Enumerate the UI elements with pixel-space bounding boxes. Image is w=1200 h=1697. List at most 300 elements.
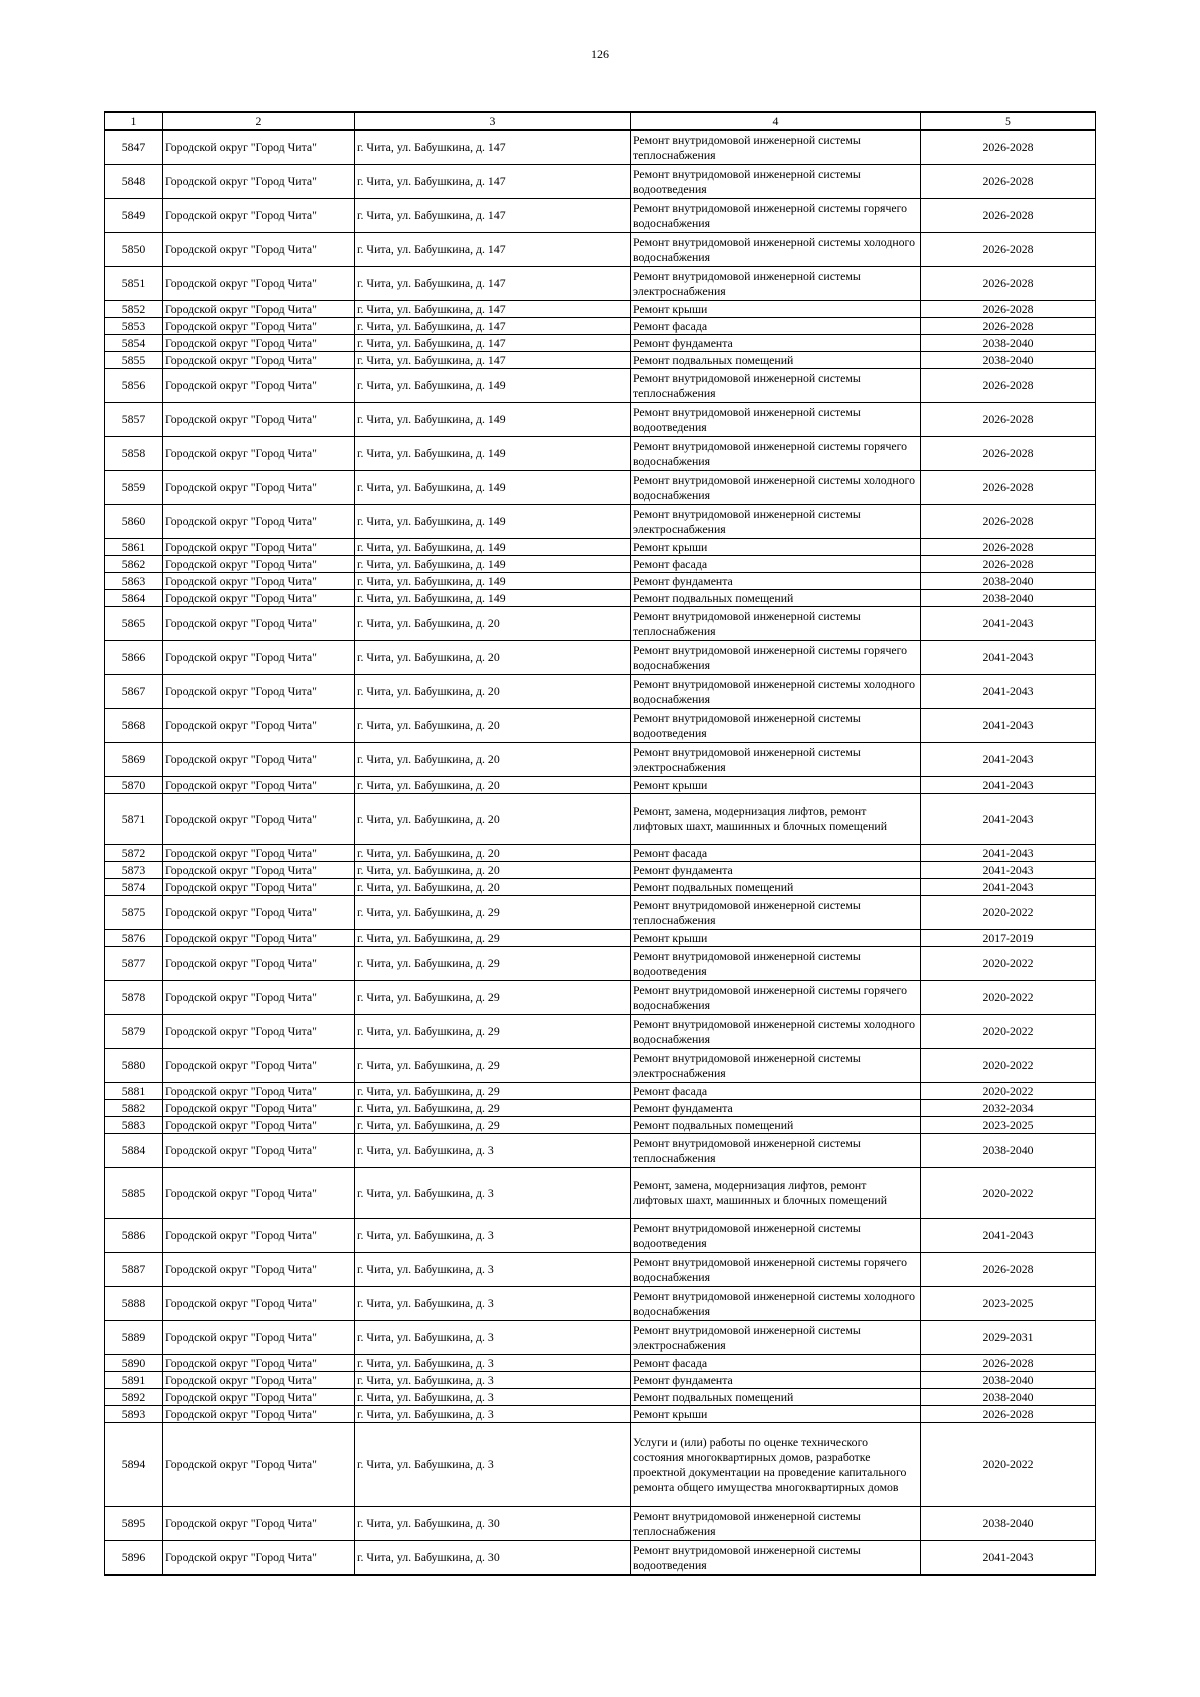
table-row (105, 1321, 1096, 1355)
work-type-cell: Ремонт подвальных помещений (631, 590, 921, 607)
table-row (105, 1015, 1096, 1049)
work-type-cell: Ремонт внутридомовой инженерной системы теплоснабжения (631, 1507, 921, 1541)
work-type-cell: Ремонт фасада (631, 845, 921, 862)
period-cell: 2020-2022 (921, 1083, 1096, 1100)
table-row (105, 947, 1096, 981)
work-type-cell: Ремонт внутридомовой инженерной системы водоотведения (631, 1541, 921, 1576)
period-cell: 2038-2040 (921, 1372, 1096, 1389)
municipality-cell: Городской округ "Город Чита" (163, 267, 355, 301)
period-cell: 2041-2043 (921, 709, 1096, 743)
row-number-cell: 5857 (105, 403, 163, 437)
address-cell: г. Чита, ул. Бабушкина, д. 147 (355, 199, 631, 233)
work-type-cell: Ремонт внутридомовой инженерной системы теплоснабжения (631, 1134, 921, 1168)
period-cell: 2026-2028 (921, 199, 1096, 233)
period-cell: 2026-2028 (921, 1406, 1096, 1423)
table-row (105, 233, 1096, 267)
table-row (105, 369, 1096, 403)
row-number-cell: 5892 (105, 1389, 163, 1406)
table-row (105, 505, 1096, 539)
table-row (105, 794, 1096, 845)
municipality-cell: Городской округ "Город Чита" (163, 556, 355, 573)
work-type-cell: Ремонт фундамента (631, 1372, 921, 1389)
table-row (105, 1253, 1096, 1287)
row-number-cell: 5885 (105, 1168, 163, 1219)
table-row (105, 1389, 1096, 1406)
municipality-cell: Городской округ "Город Чита" (163, 709, 355, 743)
address-cell: г. Чита, ул. Бабушкина, д. 3 (355, 1423, 631, 1507)
work-type-cell: Ремонт внутридомовой инженерной системы электроснабжения (631, 505, 921, 539)
table-row (105, 556, 1096, 573)
column-header-1: 1 (105, 112, 163, 130)
table-row (105, 199, 1096, 233)
address-cell: г. Чита, ул. Бабушкина, д. 20 (355, 709, 631, 743)
municipality-cell: Городской округ "Город Чита" (163, 1015, 355, 1049)
address-cell: г. Чита, ул. Бабушкина, д. 3 (355, 1372, 631, 1389)
work-type-cell: Ремонт крыши (631, 301, 921, 318)
municipality-cell: Городской округ "Город Чита" (163, 1253, 355, 1287)
table-row (105, 845, 1096, 862)
work-type-cell: Ремонт фундамента (631, 573, 921, 590)
municipality-cell: Городской округ "Город Чита" (163, 1541, 355, 1576)
table-row (105, 607, 1096, 641)
table-row (105, 1100, 1096, 1117)
row-number-cell: 5895 (105, 1507, 163, 1541)
period-cell: 2038-2040 (921, 352, 1096, 369)
column-header-2: 2 (163, 112, 355, 130)
row-number-cell: 5877 (105, 947, 163, 981)
municipality-cell: Городской округ "Город Чита" (163, 1134, 355, 1168)
table-row (105, 165, 1096, 199)
municipality-cell: Городской округ "Город Чита" (163, 437, 355, 471)
row-number-cell: 5887 (105, 1253, 163, 1287)
municipality-cell: Городской округ "Город Чита" (163, 1406, 355, 1423)
table-row (105, 403, 1096, 437)
address-cell: г. Чита, ул. Бабушкина, д. 30 (355, 1507, 631, 1541)
row-number-cell: 5866 (105, 641, 163, 675)
municipality-cell: Городской округ "Город Чита" (163, 862, 355, 879)
work-type-cell: Ремонт крыши (631, 930, 921, 947)
period-cell: 2026-2028 (921, 437, 1096, 471)
address-cell: г. Чита, ул. Бабушкина, д. 149 (355, 369, 631, 403)
period-cell: 2026-2028 (921, 1355, 1096, 1372)
row-number-cell: 5884 (105, 1134, 163, 1168)
work-type-cell: Ремонт внутридомовой инженерной системы электроснабжения (631, 1321, 921, 1355)
municipality-cell: Городской округ "Город Чита" (163, 607, 355, 641)
address-cell: г. Чита, ул. Бабушкина, д. 20 (355, 845, 631, 862)
period-cell: 2041-2043 (921, 743, 1096, 777)
municipality-cell: Городской округ "Город Чита" (163, 403, 355, 437)
row-number-cell: 5861 (105, 539, 163, 556)
municipality-cell: Городской округ "Город Чита" (163, 1168, 355, 1219)
table-row (105, 930, 1096, 947)
address-cell: г. Чита, ул. Бабушкина, д. 149 (355, 556, 631, 573)
period-cell: 2026-2028 (921, 318, 1096, 335)
row-number-cell: 5886 (105, 1219, 163, 1253)
period-cell: 2023-2025 (921, 1287, 1096, 1321)
work-type-cell: Ремонт внутридомовой инженерной системы водоотведения (631, 709, 921, 743)
table-row (105, 1219, 1096, 1253)
table-row (105, 539, 1096, 556)
work-type-cell: Ремонт крыши (631, 1406, 921, 1423)
municipality-cell: Городской округ "Город Чита" (163, 1355, 355, 1372)
address-cell: г. Чита, ул. Бабушкина, д. 147 (355, 335, 631, 352)
work-type-cell: Ремонт внутридомовой инженерной системы теплоснабжения (631, 130, 921, 165)
row-number-cell: 5879 (105, 1015, 163, 1049)
period-cell: 2026-2028 (921, 301, 1096, 318)
period-cell: 2026-2028 (921, 267, 1096, 301)
municipality-cell: Городской округ "Город Чита" (163, 1083, 355, 1100)
row-number-cell: 5860 (105, 505, 163, 539)
row-number-cell: 5854 (105, 335, 163, 352)
address-cell: г. Чита, ул. Бабушкина, д. 20 (355, 675, 631, 709)
table-row (105, 777, 1096, 794)
address-cell: г. Чита, ул. Бабушкина, д. 149 (355, 505, 631, 539)
address-cell: г. Чита, ул. Бабушкина, д. 29 (355, 930, 631, 947)
column-header-5: 5 (921, 112, 1096, 130)
municipality-cell: Городской округ "Город Чита" (163, 539, 355, 556)
work-type-cell: Ремонт внутридомовой инженерной системы электроснабжения (631, 1049, 921, 1083)
municipality-cell: Городской округ "Город Чита" (163, 981, 355, 1015)
period-cell: 2041-2043 (921, 879, 1096, 896)
period-cell: 2020-2022 (921, 947, 1096, 981)
row-number-cell: 5890 (105, 1355, 163, 1372)
address-cell: г. Чита, ул. Бабушкина, д. 149 (355, 539, 631, 556)
period-cell: 2026-2028 (921, 539, 1096, 556)
period-cell: 2026-2028 (921, 130, 1096, 165)
address-cell: г. Чита, ул. Бабушкина, д. 3 (355, 1134, 631, 1168)
work-type-cell: Ремонт внутридомовой инженерной системы теплоснабжения (631, 369, 921, 403)
municipality-cell: Городской округ "Город Чита" (163, 471, 355, 505)
address-cell: г. Чита, ул. Бабушкина, д. 3 (355, 1321, 631, 1355)
period-cell: 2026-2028 (921, 165, 1096, 199)
work-type-cell: Ремонт внутридомовой инженерной системы горячего водоснабжения (631, 981, 921, 1015)
row-number-cell: 5865 (105, 607, 163, 641)
table-row (105, 1287, 1096, 1321)
table-row (105, 318, 1096, 335)
municipality-cell: Городской округ "Город Чита" (163, 301, 355, 318)
address-cell: г. Чита, ул. Бабушкина, д. 29 (355, 1117, 631, 1134)
period-cell: 2038-2040 (921, 1507, 1096, 1541)
address-cell: г. Чита, ул. Бабушкина, д. 29 (355, 1083, 631, 1100)
row-number-cell: 5847 (105, 130, 163, 165)
table-row (105, 301, 1096, 318)
municipality-cell: Городской округ "Город Чита" (163, 165, 355, 199)
municipality-cell: Городской округ "Город Чита" (163, 675, 355, 709)
address-cell: г. Чита, ул. Бабушкина, д. 3 (355, 1168, 631, 1219)
period-cell: 2029-2031 (921, 1321, 1096, 1355)
municipality-cell: Городской округ "Город Чита" (163, 641, 355, 675)
row-number-cell: 5864 (105, 590, 163, 607)
address-cell: г. Чита, ул. Бабушкина, д. 29 (355, 896, 631, 930)
table-row (105, 896, 1096, 930)
row-number-cell: 5896 (105, 1541, 163, 1576)
period-cell: 2026-2028 (921, 369, 1096, 403)
municipality-cell: Городской округ "Город Чита" (163, 1219, 355, 1253)
municipality-cell: Городской округ "Город Чита" (163, 794, 355, 845)
work-type-cell: Ремонт фасада (631, 556, 921, 573)
municipality-cell: Городской округ "Город Чита" (163, 318, 355, 335)
address-cell: г. Чита, ул. Бабушкина, д. 149 (355, 573, 631, 590)
period-cell: 2038-2040 (921, 1389, 1096, 1406)
work-type-cell: Ремонт внутридомовой инженерной системы водоотведения (631, 1219, 921, 1253)
address-cell: г. Чита, ул. Бабушкина, д. 20 (355, 777, 631, 794)
address-cell: г. Чита, ул. Бабушкина, д. 149 (355, 590, 631, 607)
row-number-cell: 5894 (105, 1423, 163, 1507)
work-type-cell: Ремонт внутридомовой инженерной системы электроснабжения (631, 267, 921, 301)
address-cell: г. Чита, ул. Бабушкина, д. 149 (355, 403, 631, 437)
row-number-cell: 5858 (105, 437, 163, 471)
address-cell: г. Чита, ул. Бабушкина, д. 149 (355, 437, 631, 471)
municipality-cell: Городской округ "Город Чита" (163, 743, 355, 777)
period-cell: 2026-2028 (921, 471, 1096, 505)
address-cell: г. Чита, ул. Бабушкина, д. 20 (355, 743, 631, 777)
table-row (105, 1355, 1096, 1372)
address-cell: г. Чита, ул. Бабушкина, д. 20 (355, 879, 631, 896)
period-cell: 2041-2043 (921, 641, 1096, 675)
column-header-4: 4 (631, 112, 921, 130)
table-row (105, 130, 1096, 165)
address-cell: г. Чита, ул. Бабушкина, д. 147 (355, 130, 631, 165)
municipality-cell: Городской округ "Город Чита" (163, 352, 355, 369)
table-row (105, 573, 1096, 590)
row-number-cell: 5872 (105, 845, 163, 862)
period-cell: 2038-2040 (921, 335, 1096, 352)
work-type-cell: Ремонт внутридомовой инженерной системы холодного водоснабжения (631, 471, 921, 505)
municipality-cell: Городской округ "Город Чита" (163, 879, 355, 896)
address-cell: г. Чита, ул. Бабушкина, д. 147 (355, 318, 631, 335)
municipality-cell: Городской округ "Город Чита" (163, 1321, 355, 1355)
period-cell: 2020-2022 (921, 1423, 1096, 1507)
address-cell: г. Чита, ул. Бабушкина, д. 3 (355, 1287, 631, 1321)
row-number-cell: 5870 (105, 777, 163, 794)
municipality-cell: Городской округ "Город Чита" (163, 1117, 355, 1134)
municipality-cell: Городской округ "Город Чита" (163, 777, 355, 794)
period-cell: 2041-2043 (921, 845, 1096, 862)
table-row (105, 1406, 1096, 1423)
row-number-cell: 5867 (105, 675, 163, 709)
row-number-cell: 5856 (105, 369, 163, 403)
row-number-cell: 5868 (105, 709, 163, 743)
period-cell: 2041-2043 (921, 777, 1096, 794)
row-number-cell: 5888 (105, 1287, 163, 1321)
period-cell: 2026-2028 (921, 505, 1096, 539)
period-cell: 2020-2022 (921, 896, 1096, 930)
address-cell: г. Чита, ул. Бабушкина, д. 20 (355, 862, 631, 879)
table-row (105, 641, 1096, 675)
address-cell: г. Чита, ул. Бабушкина, д. 20 (355, 641, 631, 675)
row-number-cell: 5853 (105, 318, 163, 335)
row-number-cell: 5873 (105, 862, 163, 879)
municipality-cell: Городской округ "Город Чита" (163, 896, 355, 930)
row-number-cell: 5876 (105, 930, 163, 947)
municipality-cell: Городской округ "Город Чита" (163, 1049, 355, 1083)
work-type-cell: Ремонт внутридомовой инженерной системы теплоснабжения (631, 607, 921, 641)
work-type-cell: Ремонт внутридомовой инженерной системы горячего водоснабжения (631, 437, 921, 471)
row-number-cell: 5891 (105, 1372, 163, 1389)
address-cell: г. Чита, ул. Бабушкина, д. 29 (355, 1015, 631, 1049)
period-cell: 2041-2043 (921, 1541, 1096, 1576)
address-cell: г. Чита, ул. Бабушкина, д. 29 (355, 981, 631, 1015)
municipality-cell: Городской округ "Город Чита" (163, 505, 355, 539)
column-header-3: 3 (355, 112, 631, 130)
work-type-cell: Ремонт внутридомовой инженерной системы водоотведения (631, 403, 921, 437)
period-cell: 2020-2022 (921, 981, 1096, 1015)
work-type-cell: Ремонт подвальных помещений (631, 352, 921, 369)
row-number-cell: 5882 (105, 1100, 163, 1117)
row-number-cell: 5893 (105, 1406, 163, 1423)
address-cell: г. Чита, ул. Бабушкина, д. 29 (355, 1049, 631, 1083)
period-cell: 2020-2022 (921, 1168, 1096, 1219)
row-number-cell: 5862 (105, 556, 163, 573)
work-type-cell: Ремонт фундамента (631, 335, 921, 352)
work-type-cell: Ремонт крыши (631, 777, 921, 794)
row-number-cell: 5889 (105, 1321, 163, 1355)
period-cell: 2026-2028 (921, 403, 1096, 437)
row-number-cell: 5850 (105, 233, 163, 267)
table-row (105, 352, 1096, 369)
municipality-cell: Городской округ "Город Чита" (163, 1389, 355, 1406)
period-cell: 2041-2043 (921, 607, 1096, 641)
row-number-cell: 5881 (105, 1083, 163, 1100)
municipality-cell: Городской округ "Город Чита" (163, 369, 355, 403)
work-type-cell: Ремонт подвальных помещений (631, 879, 921, 896)
period-cell: 2038-2040 (921, 1134, 1096, 1168)
period-cell: 2026-2028 (921, 556, 1096, 573)
address-cell: г. Чита, ул. Бабушкина, д. 147 (355, 352, 631, 369)
row-number-cell: 5871 (105, 794, 163, 845)
period-cell: 2026-2028 (921, 1253, 1096, 1287)
address-cell: г. Чита, ул. Бабушкина, д. 30 (355, 1541, 631, 1576)
table-row (105, 981, 1096, 1015)
work-type-cell: Ремонт внутридомовой инженерной системы водоотведения (631, 165, 921, 199)
municipality-cell: Городской округ "Город Чита" (163, 845, 355, 862)
municipality-cell: Городской округ "Город Чита" (163, 335, 355, 352)
row-number-cell: 5852 (105, 301, 163, 318)
table-row (105, 862, 1096, 879)
municipality-cell: Городской округ "Город Чита" (163, 947, 355, 981)
period-cell: 2026-2028 (921, 233, 1096, 267)
municipality-cell: Городской округ "Город Чита" (163, 930, 355, 947)
work-type-cell: Ремонт внутридомовой инженерной системы горячего водоснабжения (631, 199, 921, 233)
work-type-cell: Ремонт подвальных помещений (631, 1389, 921, 1406)
work-type-cell: Услуги и (или) работы по оценке технического состояния многоквартирных домов, разработке проектной документации на проведение капитального ремонта общего имущества многоквартирных домов (631, 1423, 921, 1507)
work-type-cell: Ремонт фасада (631, 1083, 921, 1100)
row-number-cell: 5851 (105, 267, 163, 301)
period-cell: 2020-2022 (921, 1049, 1096, 1083)
table-row (105, 879, 1096, 896)
row-number-cell: 5859 (105, 471, 163, 505)
work-type-cell: Ремонт внутридомовой инженерной системы холодного водоснабжения (631, 233, 921, 267)
table-row (105, 743, 1096, 777)
work-type-cell: Ремонт подвальных помещений (631, 1117, 921, 1134)
table-body (105, 130, 1096, 1575)
work-type-cell: Ремонт, замена, модернизация лифтов, ремонт лифтовых шахт, машинных и блочных помещений (631, 794, 921, 845)
municipality-cell: Городской округ "Город Чита" (163, 1507, 355, 1541)
table-row (105, 1423, 1096, 1507)
address-cell: г. Чита, ул. Бабушкина, д. 3 (355, 1253, 631, 1287)
table-row (105, 1541, 1096, 1576)
work-type-cell: Ремонт внутридомовой инженерной системы холодного водоснабжения (631, 675, 921, 709)
row-number-cell: 5848 (105, 165, 163, 199)
row-number-cell: 5863 (105, 573, 163, 590)
table-header-row (105, 112, 1096, 130)
work-type-cell: Ремонт внутридомовой инженерной системы горячего водоснабжения (631, 641, 921, 675)
municipality-cell: Городской округ "Город Чита" (163, 130, 355, 165)
period-cell: 2020-2022 (921, 1015, 1096, 1049)
table-row (105, 709, 1096, 743)
work-type-cell: Ремонт фундамента (631, 862, 921, 879)
row-number-cell: 5883 (105, 1117, 163, 1134)
address-cell: г. Чита, ул. Бабушкина, д. 3 (355, 1389, 631, 1406)
period-cell: 2023-2025 (921, 1117, 1096, 1134)
table-row (105, 471, 1096, 505)
row-number-cell: 5875 (105, 896, 163, 930)
row-number-cell: 5880 (105, 1049, 163, 1083)
municipality-cell: Городской округ "Город Чита" (163, 233, 355, 267)
row-number-cell: 5878 (105, 981, 163, 1015)
table-row (105, 1168, 1096, 1219)
work-type-cell: Ремонт фасада (631, 1355, 921, 1372)
municipality-cell: Городской округ "Город Чита" (163, 590, 355, 607)
capital-repair-table (104, 111, 1096, 1576)
address-cell: г. Чита, ул. Бабушкина, д. 29 (355, 1100, 631, 1117)
period-cell: 2032-2034 (921, 1100, 1096, 1117)
table-row (105, 437, 1096, 471)
row-number-cell: 5849 (105, 199, 163, 233)
address-cell: г. Чита, ул. Бабушкина, д. 147 (355, 301, 631, 318)
address-cell: г. Чита, ул. Бабушкина, д. 3 (355, 1219, 631, 1253)
table-row (105, 1134, 1096, 1168)
address-cell: г. Чита, ул. Бабушкина, д. 147 (355, 267, 631, 301)
table-row (105, 1049, 1096, 1083)
row-number-cell: 5874 (105, 879, 163, 896)
municipality-cell: Городской округ "Город Чита" (163, 1287, 355, 1321)
municipality-cell: Городской округ "Город Чита" (163, 199, 355, 233)
period-cell: 2041-2043 (921, 1219, 1096, 1253)
table-row (105, 1117, 1096, 1134)
address-cell: г. Чита, ул. Бабушкина, д. 147 (355, 233, 631, 267)
period-cell: 2017-2019 (921, 930, 1096, 947)
work-type-cell: Ремонт фасада (631, 318, 921, 335)
work-type-cell: Ремонт фундамента (631, 1100, 921, 1117)
work-type-cell: Ремонт внутридомовой инженерной системы водоотведения (631, 947, 921, 981)
municipality-cell: Городской округ "Город Чита" (163, 1100, 355, 1117)
address-cell: г. Чита, ул. Бабушкина, д. 147 (355, 165, 631, 199)
work-type-cell: Ремонт крыши (631, 539, 921, 556)
table-row (105, 1083, 1096, 1100)
work-type-cell: Ремонт внутридомовой инженерной системы горячего водоснабжения (631, 1253, 921, 1287)
table-row (105, 1372, 1096, 1389)
work-type-cell: Ремонт внутридомовой инженерной системы теплоснабжения (631, 896, 921, 930)
address-cell: г. Чита, ул. Бабушкина, д. 3 (355, 1355, 631, 1372)
address-cell: г. Чита, ул. Бабушкина, д. 20 (355, 794, 631, 845)
municipality-cell: Городской округ "Город Чита" (163, 573, 355, 590)
period-cell: 2038-2040 (921, 590, 1096, 607)
table-row (105, 335, 1096, 352)
address-cell: г. Чита, ул. Бабушкина, д. 29 (355, 947, 631, 981)
period-cell: 2041-2043 (921, 794, 1096, 845)
work-type-cell: Ремонт внутридомовой инженерной системы электроснабжения (631, 743, 921, 777)
table-row (105, 267, 1096, 301)
work-type-cell: Ремонт, замена, модернизация лифтов, ремонт лифтовых шахт, машинных и блочных помещений (631, 1168, 921, 1219)
period-cell: 2038-2040 (921, 573, 1096, 590)
period-cell: 2041-2043 (921, 862, 1096, 879)
municipality-cell: Городской округ "Город Чита" (163, 1423, 355, 1507)
table-row (105, 590, 1096, 607)
table-row (105, 1507, 1096, 1541)
address-cell: г. Чита, ул. Бабушкина, д. 3 (355, 1406, 631, 1423)
address-cell: г. Чита, ул. Бабушкина, д. 20 (355, 607, 631, 641)
